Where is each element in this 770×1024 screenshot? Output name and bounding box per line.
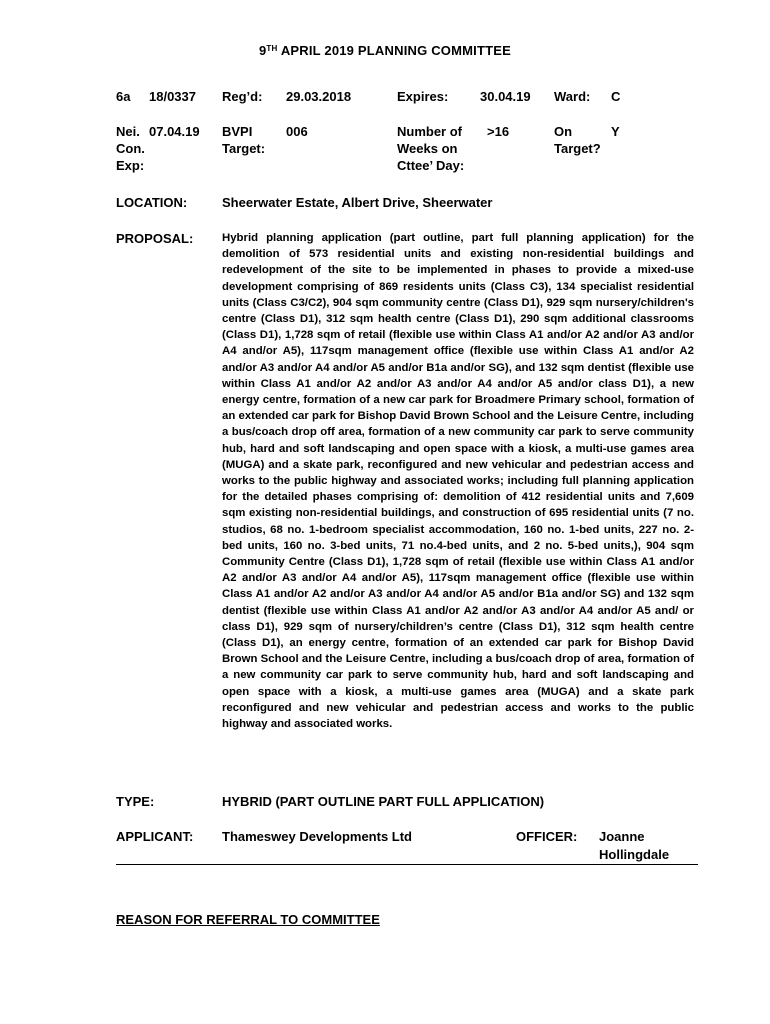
title-day: 9 xyxy=(258,43,267,58)
weeks-label-2: Weeks on xyxy=(397,141,458,156)
bvpi-label: BVPI xyxy=(222,124,253,139)
nei-label-exp: Exp: xyxy=(116,158,145,173)
title-rest: APRIL 2019 PLANNING COMMITTEE xyxy=(277,43,512,58)
officer-label: OFFICER: xyxy=(516,829,578,844)
proposal-text: Hybrid planning application (part outline, part full planning application) for the demolition of 573 residential units and existing non-residential buildings and redevelopment of the site to be implemented in phases to provide a mixed-use development comprising of 869 residents units (Class C3), 134 specialist residential units (Class C3/C2), 904 sqm community centre (Class D1), 929 sqm nursery/children's centre (Class D1), 312 sqm health centre (Class D1), 290 sqm additional classrooms (Class D1), 1,728 sqm of retail (flexible use within Class A1 and/or A2 and/or A3 and/or A4 and/or A5), 117sqm management office (flexible use within Class A1 and/or A2 and/or A3 and/or A4 and/or A5 and/or B1a and/or SG), and 132 sqm dentist (flexible use within Class A1 and/or A2 and/or A3 and/or A4 and/or A5 and/or class D1), a new energy centre, formation of a new car park for Broadmere Primary school, formation of an extended car park for Bishop David Brown School and the Leisure Centre, including a bus/coach drop off area, formation of a new community car park to serve community hub, hard and soft landscaping and open space with a kiosk, a multi-use games area (MUGA) and a skate park, reconfigured and new vehicular and pedestrian access and works to the public highway and associated works; including full planning application for the detailed phases comprising of: demolition of 412 residential units and 7,609 sqm existing non-residential buildings, and construction of 695 residential units (7 no. studios, 68 no. 1-bedroom specialist accommodation, 160 no. 1-bed units, 227 no. 2-bed units, 160 no. 3-bed units, 71 no.4-bed units, and 2 no. 5-bed units,), 904 sqm Community Centre (Class D1), 1,728 sqm of retail (flexible use within Class A1 and/or A2 and/or A3 and/or A4 and/or A5), 117sqm management office (flexible use within Class A1 and/or A2 and/or A3 and/or A4 and/or A5 and/or B1a and/or SG) and 132 sqm dentist (flexible use within Class A1 and/or A2 and/or A3 and/or A4 and/or A5 and/ or class D1), 929 sqm of nursery/children’s centre (Class D1), 312 sqm health centre (Class D1), an energy centre, formation of an extended car park for Bishop David Brown School and the Leisure Centre, including a bus/coach drop of area, formation of a new community car park to serve community hub, hard and soft landscaping and open space with a kiosk, a multi-use games area (MUGA) and a skate park reconfigured and new vehicular and pedestrian access and works to the public highway and associated works. xyxy=(222,232,694,731)
weeks-label-1: Number of xyxy=(397,124,462,139)
regd-label: Reg’d: xyxy=(222,89,263,104)
nei-label: Nei. xyxy=(116,124,140,139)
bvpi-value: 006 xyxy=(286,124,308,139)
section-divider xyxy=(116,864,698,865)
on-target-label: On xyxy=(554,124,573,139)
regd-value: 29.03.2018 xyxy=(286,89,352,104)
page-title xyxy=(0,43,770,58)
officer-first-name: Joanne xyxy=(599,829,645,844)
nei-label-con: Con. xyxy=(116,141,145,156)
type-value: HYBRID (PART OUTLINE PART FULL APPLICATION) xyxy=(222,794,545,809)
location-label: LOCATION: xyxy=(116,195,188,210)
proposal-label: PROPOSAL: xyxy=(116,231,194,246)
item-number: 6a xyxy=(116,89,131,104)
bvpi-target-label: Target: xyxy=(222,141,266,156)
expires-value: 30.04.19 xyxy=(480,89,531,104)
location-value: Sheerwater Estate, Albert Drive, Sheerwater xyxy=(222,195,493,210)
type-label: TYPE: xyxy=(116,794,155,809)
referral-heading: REASON FOR REFERRAL TO COMMITTEE xyxy=(116,912,380,927)
expires-label: Expires: xyxy=(397,89,449,104)
weeks-label-3: Cttee’ Day: xyxy=(397,158,465,173)
nei-date: 07.04.19 xyxy=(149,124,200,139)
ward-value: C xyxy=(611,89,621,104)
on-target-value: Y xyxy=(611,124,620,139)
applicant-value: Thameswey Developments Ltd xyxy=(222,829,412,844)
officer-last-name: Hollingdale xyxy=(599,847,670,862)
on-target-label-2: Target? xyxy=(554,141,601,156)
weeks-value: >16 xyxy=(487,124,510,139)
application-ref: 18/0337 xyxy=(149,89,196,104)
applicant-label: APPLICANT: xyxy=(116,829,194,844)
ward-label: Ward: xyxy=(554,89,591,104)
title-suffix: TH xyxy=(266,44,278,53)
